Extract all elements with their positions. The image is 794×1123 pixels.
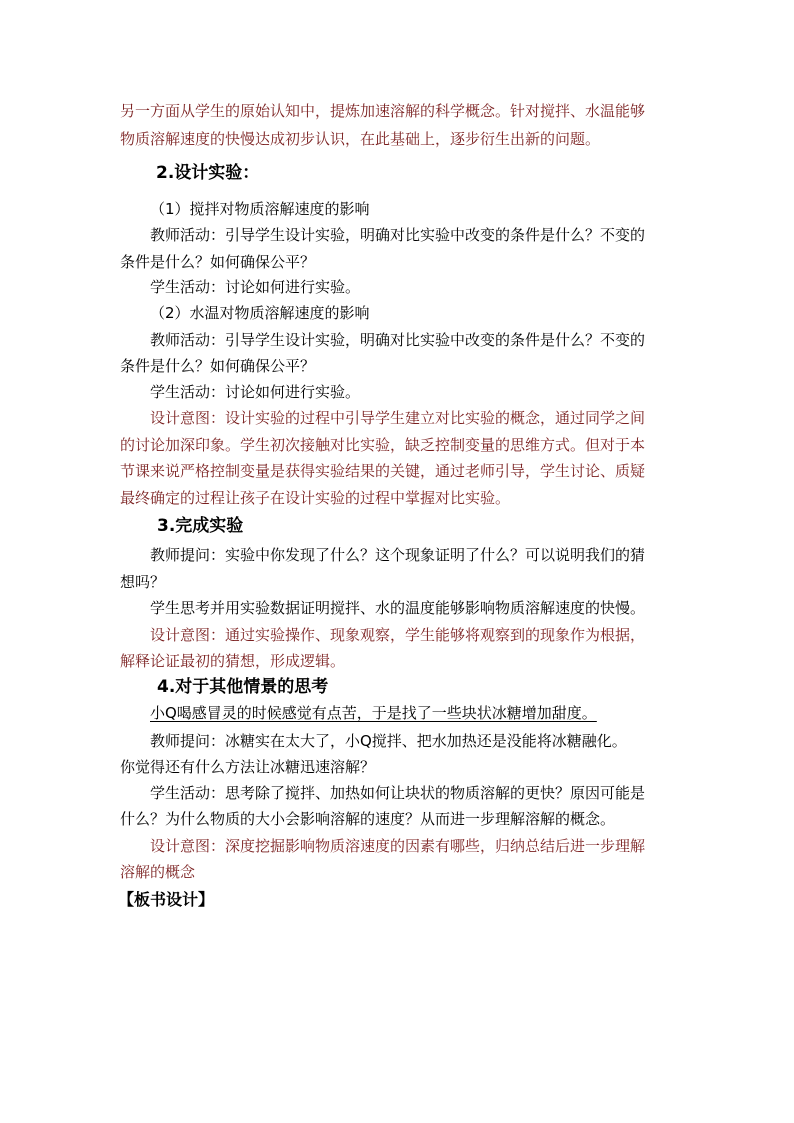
section-2-heading: 2.设计实验： [156, 163, 260, 183]
section-4-intent-line-2: 溶解的概念 [120, 863, 196, 881]
section-3-student: 学生思考并用实验数据证明搅拌、水的温度能够影响物质溶解速度的快慢。 [150, 599, 646, 617]
board-design-heading: 【板书设计】 [118, 890, 215, 909]
section-3-teacher-line-2: 想吗？ [120, 573, 166, 591]
section-3-intent-line-2: 解释论证最初的猜想，形成逻辑。 [120, 652, 346, 670]
section-2-intent-line-1: 设计意图：设计实验的过程中引导学生建立对比实验的概念，通过同学之间 [150, 409, 646, 427]
section-2-intent-line-2: 的讨论加深印象。学生初次接触对比实验，缺乏控制变量的思维方式。但对于本 [120, 436, 646, 454]
section-2-intent-line-3: 节课来说严格控制变量是获得实验结果的关键，通过老师引导，学生讨论、质疑 [120, 462, 646, 480]
section-4-teacher-line-1: 教师提问：冰糖实在太大了，小Q搅拌、把水加热还是没能将冰糖融化。 [150, 732, 627, 750]
sub1-student: 学生活动：讨论如何进行实验。 [150, 278, 361, 296]
section-3-teacher-line-1: 教师提问：实验中你发现了什么？这个现象证明了什么？可以说明我们的猜 [150, 546, 646, 564]
sub1-teacher-line-2: 条件是什么？如何确保公平？ [120, 253, 316, 271]
sub2-teacher-line-2: 条件是什么？如何确保公平？ [120, 357, 316, 375]
sub2-title: （2）水温对物质溶解速度的影响 [150, 304, 370, 322]
sub2-student: 学生活动：讨论如何进行实验。 [150, 383, 361, 401]
section-3-intent-line-1: 设计意图：通过实验操作、现象观察，学生能够将观察到的现象作为根据， [150, 626, 646, 644]
intro-line-2: 物质溶解速度的快慢达成初步认识，在此基础上，逐步衍生出新的问题。 [120, 130, 601, 148]
section-3-heading: 3.完成实验 [157, 516, 244, 536]
section-4-intent-line-1: 设计意图：深度挖掘影响物质溶速度的因素有哪些，归纳总结后进一步理解 [150, 837, 646, 855]
section-4-teacher-line-2: 你觉得还有什么方法让冰糖迅速溶解？ [120, 758, 376, 776]
section-2-intent-line-4: 最终确定的过程让孩子在设计实验的过程中掌握对比实验。 [120, 489, 511, 507]
section-4-heading: 4.对于其他情景的思考 [157, 677, 329, 697]
sub1-title: （1）搅拌对物质溶解速度的影响 [150, 200, 370, 218]
intro-line-1: 另一方面从学生的原始认知中，提炼加速溶解的科学概念。针对搅拌、水温能够 [120, 102, 646, 120]
sub1-teacher-line-1: 教师活动：引导学生设计实验，明确对比实验中改变的条件是什么？不变的 [150, 226, 646, 244]
scenario-text: 小Q喝感冒灵的时候感觉有点苦，于是找了一些块状冰糖增加甜度。 [150, 704, 597, 722]
section-4-student-line-2: 什么？为什么物质的大小会影响溶解的速度？从而进一步理解溶解的概念。 [120, 810, 616, 828]
sub2-teacher-line-1: 教师活动：引导学生设计实验，明确对比实验中改变的条件是什么？不变的 [150, 331, 646, 349]
section-4-student-line-1: 学生活动：思考除了搅拌、加热如何让块状的物质溶解的更快？原因可能是 [150, 784, 646, 802]
